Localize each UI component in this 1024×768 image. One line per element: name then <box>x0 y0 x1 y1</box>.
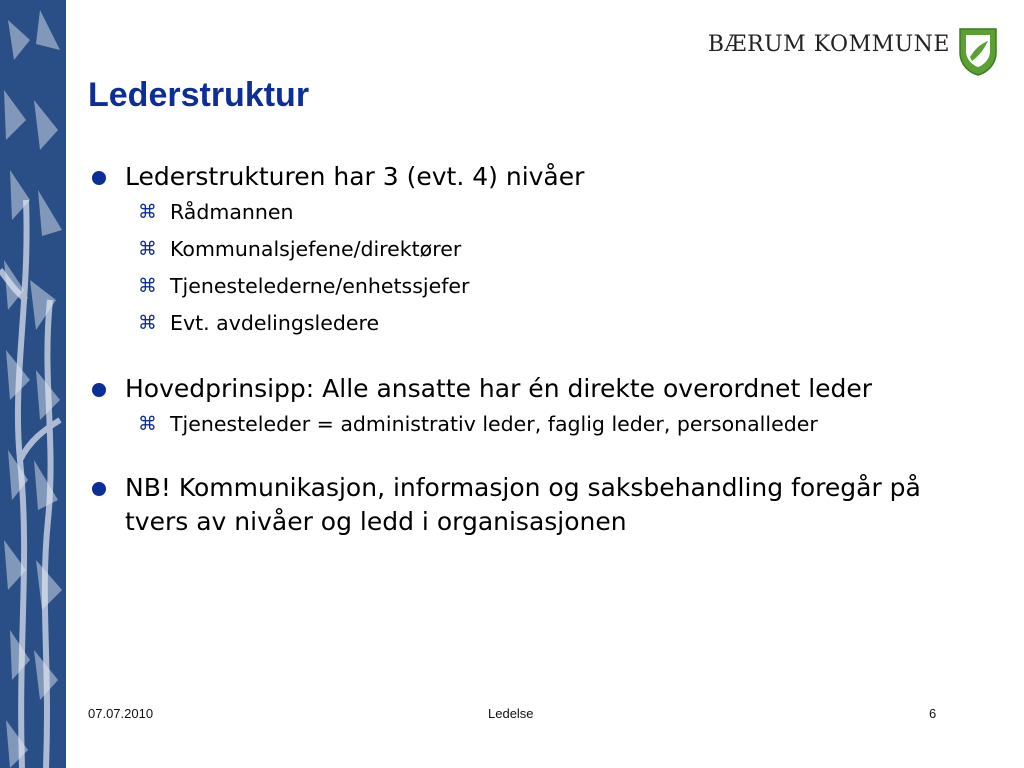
command-key-icon: ⌘ <box>138 413 157 435</box>
slide-title: Lederstruktur <box>88 76 310 114</box>
slide-content <box>90 160 970 539</box>
municipal-shield-icon <box>958 27 998 77</box>
sub-bullet-item <box>90 231 970 268</box>
round-bullet-icon <box>92 383 106 397</box>
footer-title: Ledelse <box>488 706 534 721</box>
round-bullet-icon <box>92 482 106 496</box>
command-key-icon: ⌘ <box>138 238 157 260</box>
sub-bullet-item <box>90 194 970 231</box>
sub-bullet-text: Tjenestelederne/enhetssjefer <box>170 274 470 298</box>
bullet-text: Lederstrukturen har 3 (evt. 4) nivåer <box>125 162 585 191</box>
baerum-kommune-logo <box>708 24 998 80</box>
sub-bullet-text: Tjenesteleder = administrativ leder, faglig leder, personalleder <box>170 412 818 436</box>
command-key-icon: ⌘ <box>138 312 157 334</box>
tree-pattern-icon <box>0 0 66 768</box>
logo-wordmark: BÆRUM KOMMUNE <box>707 31 950 57</box>
bullet-item <box>90 372 970 406</box>
sub-bullet-item <box>90 305 970 342</box>
decorative-tree-strip <box>0 0 66 768</box>
footer-date: 07.07.2010 <box>88 706 154 721</box>
sub-bullet-text: Kommunalsjefene/direktører <box>170 237 462 261</box>
bullet-item <box>90 160 970 194</box>
bullet-text: Hovedprinsipp: Alle ansatte har én direkte overordnet leder <box>125 374 873 403</box>
bullet-item <box>90 471 970 539</box>
sub-bullet-text: Evt. avdelingsledere <box>170 311 380 335</box>
sub-bullet-item <box>90 268 970 305</box>
command-key-icon: ⌘ <box>138 275 157 297</box>
bullet-text: NB! Kommunikasjon, informasjon og saksbehandling foregår på tvers av nivåer og ledd i organisasjonen <box>125 473 921 536</box>
round-bullet-icon <box>92 171 106 185</box>
command-key-icon: ⌘ <box>138 201 157 223</box>
sub-bullet-text: Rådmannen <box>170 200 294 224</box>
footer-page-number: 6 <box>929 706 937 721</box>
sub-bullet-item <box>90 406 970 443</box>
